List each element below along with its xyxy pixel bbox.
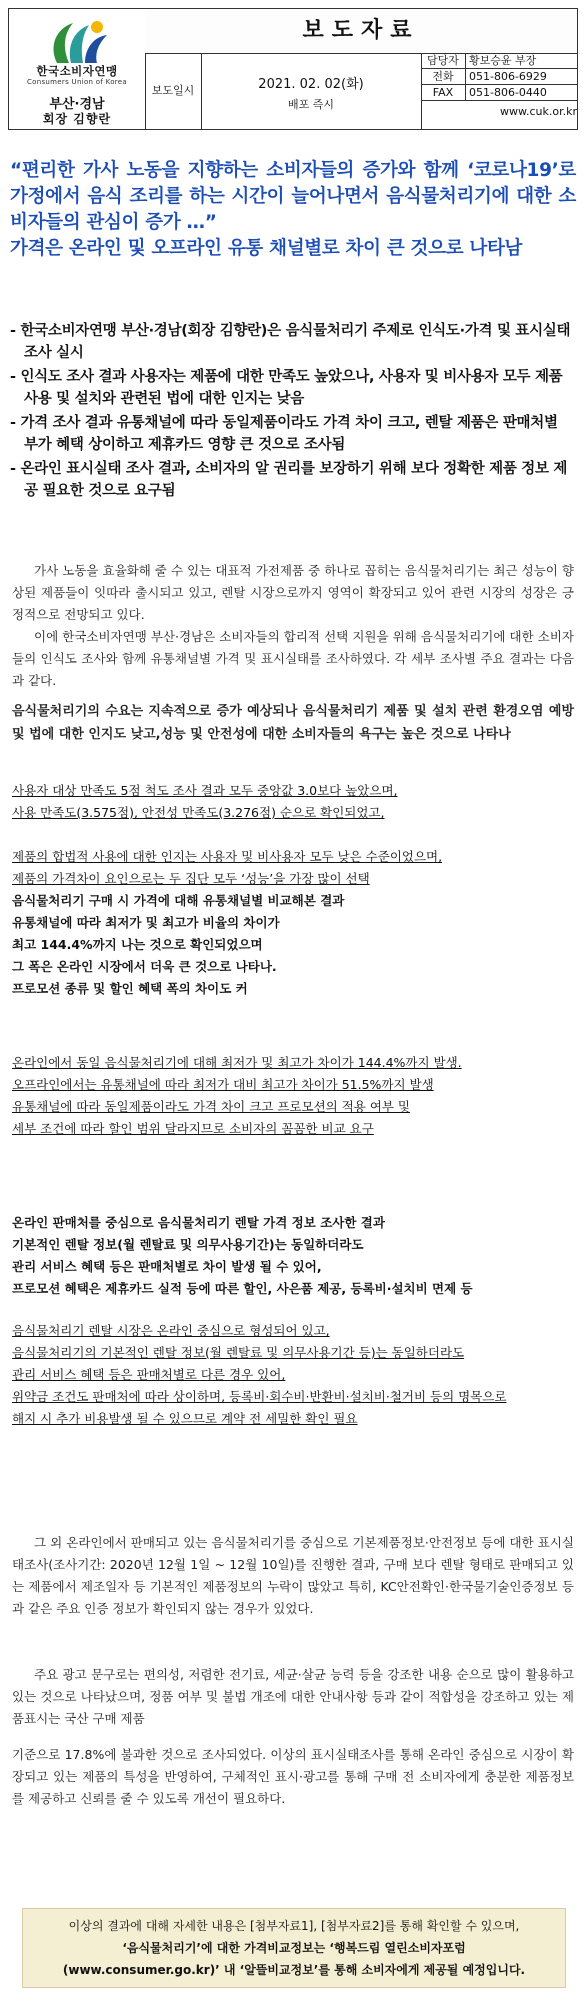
contact-row — [421, 85, 577, 101]
org-branch: 부산·경남 — [49, 97, 105, 112]
paragraph-text: 가사 노동을 효율화해 줄 수 있는 대표적 가전제품 중 하나로 꼽히는 음식물처리기는 최근 성능이 향상된 제품들이 잇따라 출시되고 있고, 렌탈 시장으로까지 영역이 확장되고 있어 관련 시장의 성장은 긍정적으로 전망되고 있다. — [12, 563, 574, 622]
release-date-cell — [201, 53, 422, 129]
text-line: 관리 서비스 혜택 등은 판매처별로 다른 경우 있어, — [12, 1367, 286, 1382]
contact-key: FAX — [421, 85, 466, 100]
text-line: 프로모션 혜택은 제휴카드 실적 등에 따른 할인, 사은품 제공, 등록비·설치비 면제 등 — [12, 1281, 473, 1296]
footer-notice — [22, 1908, 566, 1988]
release-date-label: 보도일시 — [145, 53, 202, 129]
text-line: 사용자 대상 만족도 5점 척도 조사 결과 모두 중앙값 3.0보다 높았으며, — [12, 783, 398, 798]
text-line: 그 폭은 온라인 시장에서 더욱 큰 것으로 나타나. — [12, 959, 277, 974]
contact-key: 전화 — [421, 69, 466, 84]
org-block — [9, 9, 146, 129]
contact-key: 담당자 — [421, 53, 466, 68]
contact-value: 051-806-6929 — [469, 70, 547, 83]
org-name-en: Consumers Union of Korea — [26, 78, 128, 86]
footer-line: (www.consumer.go.kr)’ 내 ‘알뜰비교정보’를 통해 소비자에게 제공될 예정입니다. — [62, 1963, 526, 1977]
text-line: 최고 144.4%까지 나는 것으로 확인되었으며 — [12, 937, 263, 952]
summary-item: - 가격 조사 결과 유통채널에 따라 동일제품이라도 가격 차이 크고, 렌탈 제품은 판매처별 부가 혜택 상이하고 제휴카드 영향 큰 것으로 조사됨 — [10, 415, 558, 453]
distribution-note: 배포 즉시 — [287, 98, 334, 111]
rental-underlined-block — [12, 1320, 574, 1430]
press-release-header — [8, 8, 578, 130]
website-link[interactable]: www.cuk.or.kr — [500, 105, 577, 118]
text-line: 관리 서비스 혜택 등은 판매처별로 차이 발생 될 수 있어, — [12, 1259, 322, 1274]
summary-list — [10, 320, 576, 504]
text-line: 제품의 합법적 사용에 대한 인지는 사용자 및 비사용자 모두 낮은 수준이었으며, — [12, 849, 443, 864]
release-date: 2021. 02. 02(화) — [258, 77, 364, 92]
summary-item: - 온라인 표시실태 조사 결과, 소비자의 알 권리를 보장하기 위해 보다 정확한 제품 정보 제공 필요한 것으로 요구됨 — [10, 461, 568, 499]
headline-sub: 가격은 온라인 및 오프라인 유통 채널별로 차이 큰 것으로 나타남 — [10, 238, 523, 259]
body-paragraph — [12, 1664, 574, 1730]
survey-underlined-block — [12, 780, 574, 824]
consumers-union-logo-icon — [27, 17, 127, 69]
org-head: 회장 김향란 — [42, 112, 112, 126]
headline — [10, 158, 576, 262]
text-line: 기본적인 렌탈 정보(월 렌탈료 및 의무사용기간)는 동일하더라도 — [12, 1237, 364, 1252]
org-name: 한국소비자연맹 — [36, 64, 118, 78]
footer-line: ‘음식물처리기’에 대한 가격비교정보는 ‘행복드림 열린소비자포럼 — [122, 1941, 466, 1955]
price-finding-block — [12, 890, 574, 1000]
text-line: 음식물처리기의 기본적인 렌탈 정보(월 렌탈료 및 의무사용기간 등)는 동일하더라도 — [12, 1345, 465, 1360]
awareness-underlined-block — [12, 846, 574, 890]
text-line: 세부 조건에 따라 할인 범위 달라지므로 소비자의 꼼꼼한 비교 요구 — [12, 1121, 374, 1136]
contacts-table — [421, 53, 577, 129]
text-line: 음식물처리기 렌탈 시장은 온라인 중심으로 형성되어 있고, — [12, 1323, 330, 1338]
text-line: 온라인에서 동일 음식물처리기에 대해 최저가 및 최고가 차이가 144.4%까지 발생. — [12, 1055, 462, 1070]
summary-item: - 한국소비자연맹 부산·경남(회장 김향란)은 음식물처리기 주제로 인식도·가격 및 표시실태 조사 실시 — [10, 323, 571, 361]
rental-finding-block — [12, 1212, 574, 1300]
paragraph-text: 주요 광고 문구로는 편의성, 저렴한 전기료, 세균·살균 능력 등을 강조한 내용 순으로 많이 활용하고 있는 것으로 나타났으며, 정품 여부 및 불법 개조에 대한 안내사항 등과 같이 적합성을 강조하고 있는 제품표시는 국산 구매 제품 — [12, 1667, 574, 1726]
text-line: 유통채널에 따라 최저가 및 최고가 비율의 차이가 — [12, 915, 280, 930]
body-paragraph: 기준으로 17.8%에 불과한 것으로 조사되었다. 이상의 표시실태조사를 통해 온라인 중심으로 시장이 확장되고 있는 제품의 특성을 반영하여, 구체적인 표시·광고를 통해 구매 전 소비자에게 충분한 제품정보를 제공하고 신뢰를 줄 수 있도록 개선이 필요하다. — [12, 1747, 574, 1806]
contact-value: 황보승윤 부장 — [469, 54, 537, 67]
paragraph-text: 이에 한국소비자연맹 부산·경남은 소비자들의 합리적 선택 지원을 위해 음식물처리기에 대한 소비자들의 인식도 조사와 함께 유통채널별 가격 및 표시실태를 조사하였다. 각 세부 조사별 주요 결과는 다음과 같다. — [12, 629, 574, 688]
contact-row — [421, 69, 577, 85]
headline-main: “편리한 가사 노동을 지향하는 소비자들의 증가와 함께 ‘코로나19’로 가정에서 음식 조리를 하는 시간이 늘어나면서 음식물처리기에 대한 소비자들의 관심이 증가 …” — [10, 160, 576, 233]
text-line: 음식물처리기 구매 시 가격에 대해 유통채널별 비교해본 결과 — [12, 893, 345, 908]
body-paragraph — [12, 626, 574, 692]
text-line: 온라인 판매처를 중심으로 음식물처리기 렌탈 가격 정보 조사한 결과 — [12, 1215, 385, 1230]
footer-line: 이상의 결과에 대해 자세한 내용은 [첨부자료1], [첨부자료2]를 통해 확인할 수 있으며, — [68, 1919, 520, 1933]
text-line: 오프라인에서는 유통채널에 따라 최저가 대비 최고가 차이가 51.5%까지 발생 — [12, 1077, 434, 1092]
contact-value: 051-806-0440 — [469, 86, 547, 99]
body-paragraph — [12, 1532, 574, 1620]
summary-item: - 인식도 조사 결과 사용자는 제품에 대한 만족도 높았으나, 사용자 및 비사용자 모두 제품 사용 및 설치와 관련된 법에 대한 인지는 낮음 — [10, 369, 563, 407]
text-line: 위약금 조건도 판매처에 따라 상이하며, 등록비·회수비·반환비·설치비·철거비 등의 명목으로 — [12, 1389, 507, 1404]
text-line: 해지 시 추가 비용발생 될 수 있으므로 계약 전 세밀한 확인 필요 — [12, 1411, 358, 1426]
paragraph-text: 그 외 온라인에서 판매되고 있는 음식물처리기를 중심으로 기본제품정보·안전정보 등에 대한 표시실태조사(조사기간: 2020년 12월 1일 ~ 12월 10일)를 진행한 결과, 구매 보다 렌탈 형태로 판매되고 있는 제품에서 제조일자 등 기본적인 제품정보의 누락이 많았고 특히, KC안전확인·한국물기술인증정보 등과 같은 주요 인증 정보가 확인되지 않는 경우가 있었다. — [12, 1535, 574, 1616]
finding-paragraph: 음식물처리기의 수요는 지속적으로 증가 예상되나 음식물처리기 제품 및 설치 관련 환경오염 예방 및 법에 대한 인지도 낮고,성능 및 안전성에 대한 소비자들의 욕구는 높은 것으로 나타나 — [12, 704, 574, 742]
body-paragraph — [12, 560, 574, 626]
doc-title: 보도자료 — [145, 9, 577, 54]
text-line: 사용 만족도(3.575점), 안전성 만족도(3.276점) 순으로 확인되었고, — [12, 805, 385, 820]
price-underlined-block — [12, 1052, 574, 1140]
text-line: 유통채널에 따라 동일제품이라도 가격 차이 크고 프로모션의 적용 여부 및 — [12, 1099, 411, 1114]
text-line: 제품의 가격차이 요인으로는 두 집단 모두 ‘성능’을 가장 많이 선택 — [12, 871, 370, 886]
text-line: 프로모션 종류 및 할인 혜택 폭의 차이도 커 — [12, 981, 248, 996]
contact-row — [421, 53, 577, 69]
